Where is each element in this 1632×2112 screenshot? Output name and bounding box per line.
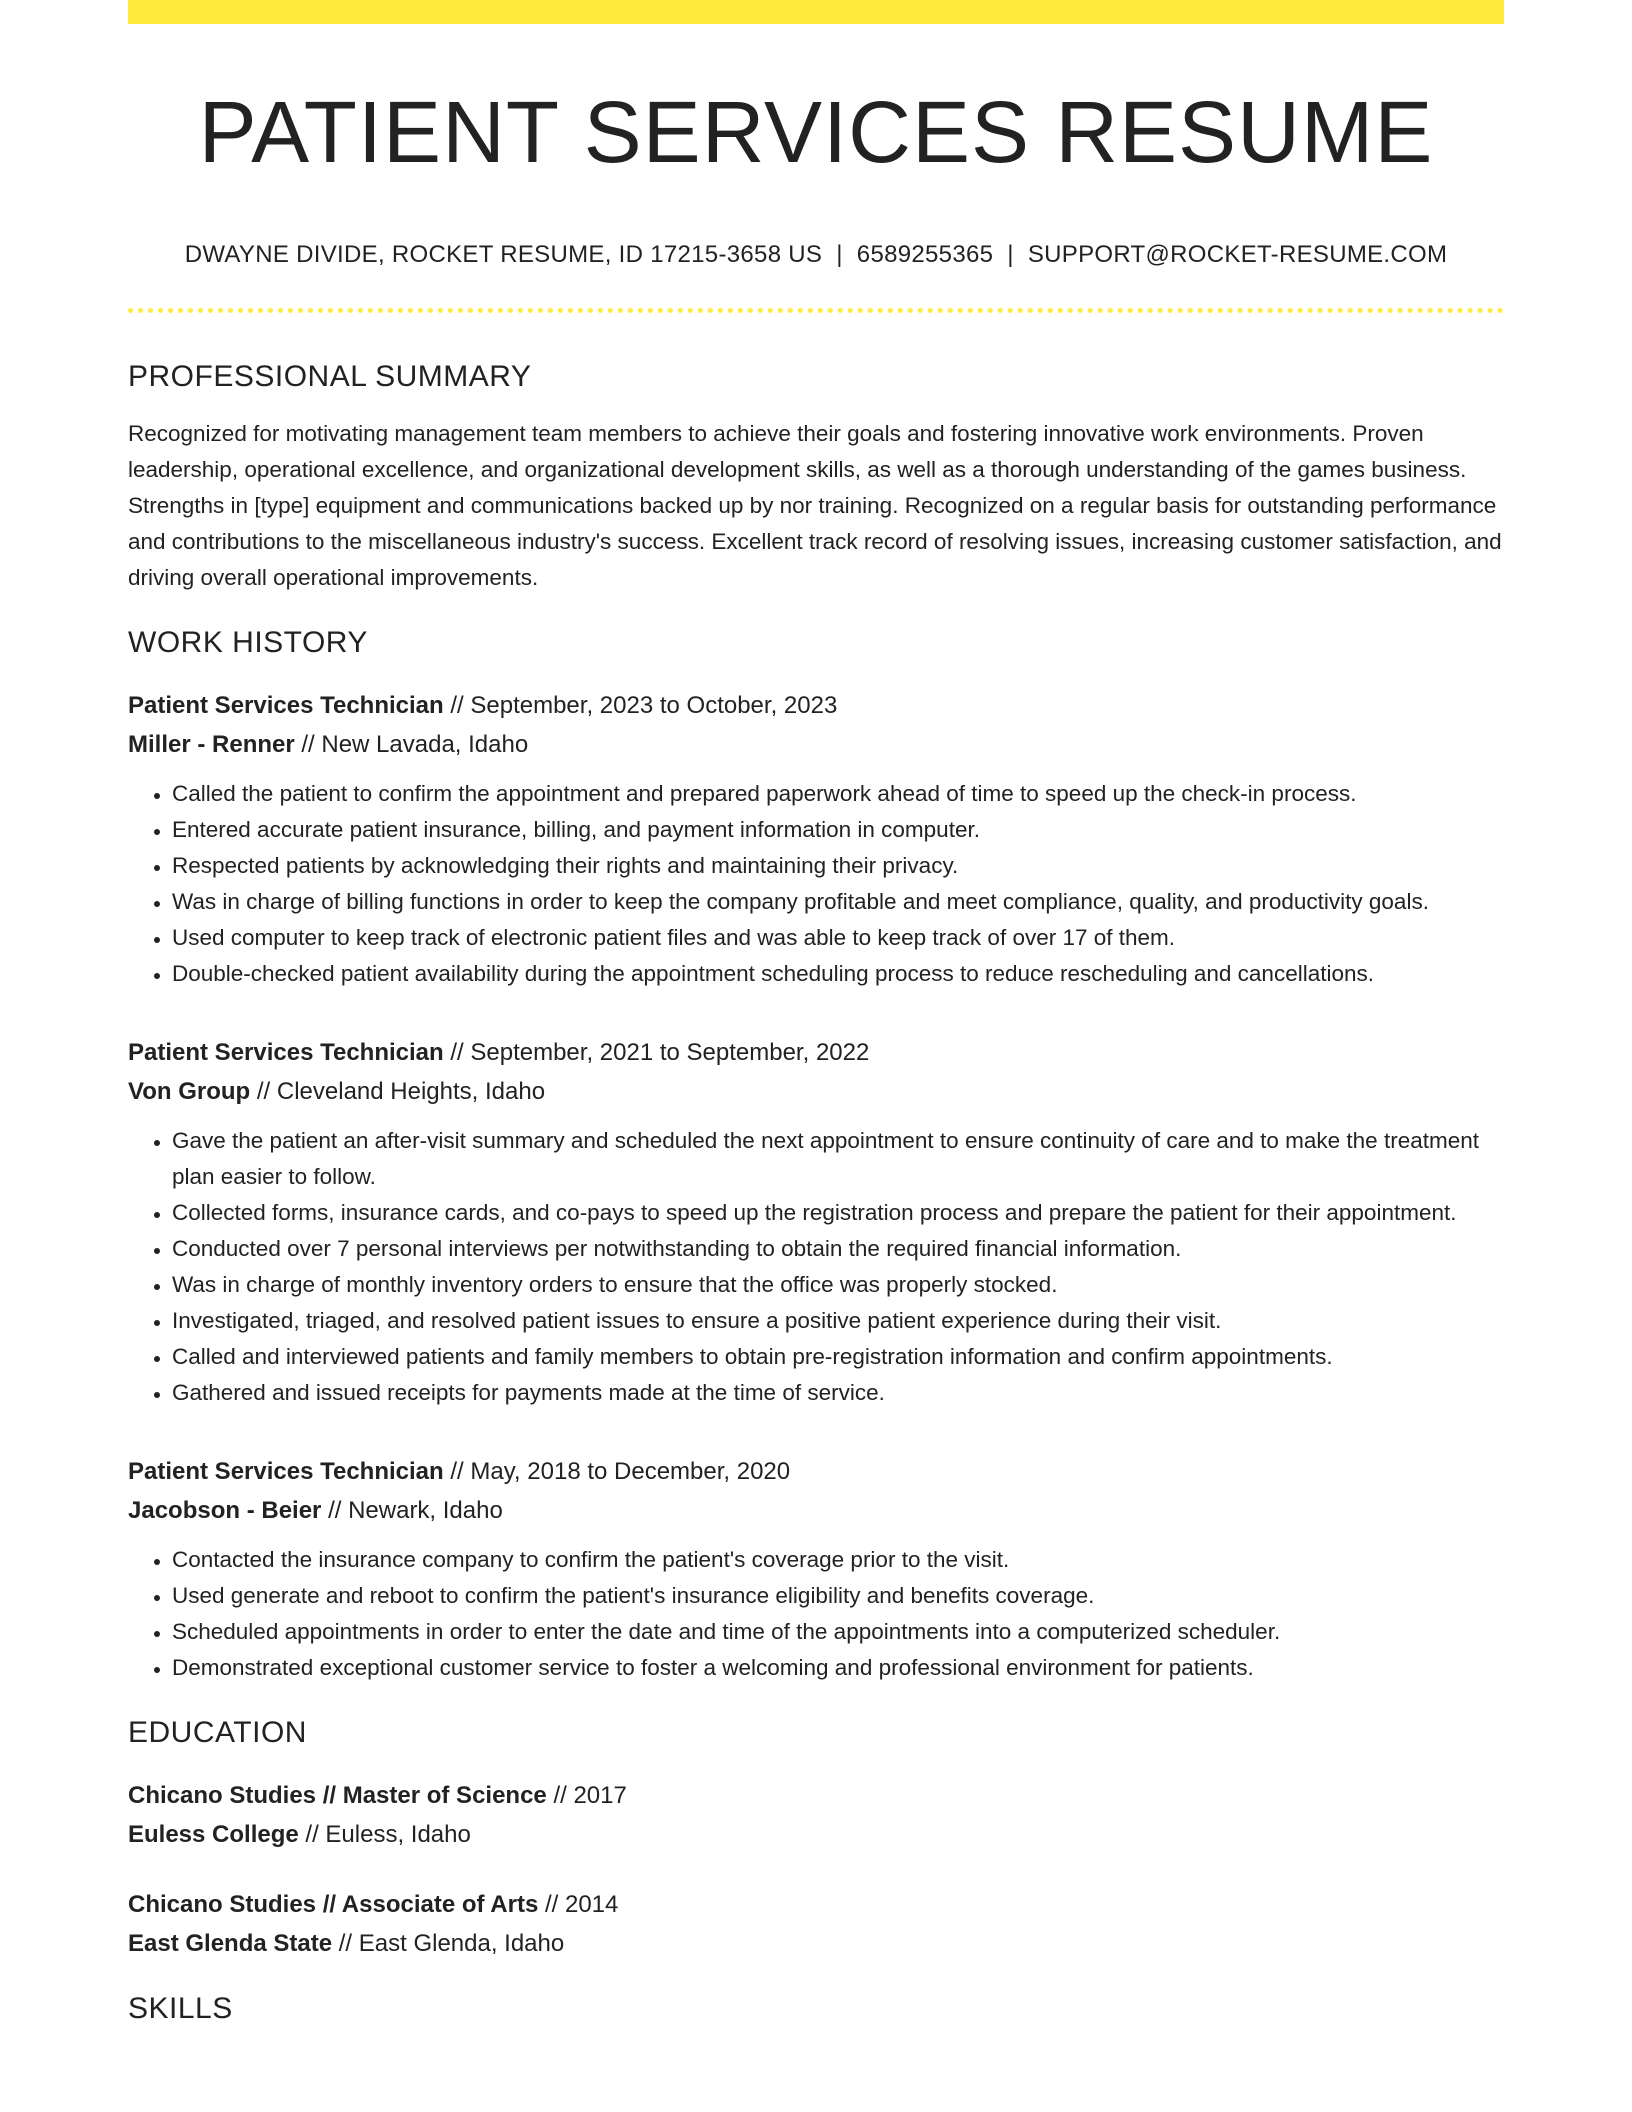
job-dates: // September, 2021 to September, 2022 [443, 1039, 870, 1067]
skills-heading: SKILLS [128, 1992, 233, 2026]
job-bullet: • Collected forms, insurance cards, and co-pays to speed up the registration process and prepare the patient for their appointment. [172, 1195, 1504, 1231]
job-entry [128, 1033, 1504, 1411]
job-company: Jacobson - Beier [128, 1497, 322, 1525]
education-school-line [128, 1815, 1504, 1854]
job-bullet: • Conducted over 7 personal interviews per notwithstanding to obtain the required financial information. [172, 1231, 1504, 1267]
job-bullet: • Was in charge of billing functions in order to keep the company profitable and meet compliance, quality, and productivity goals. [172, 884, 1504, 920]
dotted-divider [128, 308, 1504, 313]
job-bullet: • Demonstrated exceptional customer service to foster a welcoming and professional environment for patients. [172, 1650, 1504, 1686]
resume-title: PATIENT SERVICES RESUME [198, 84, 1434, 181]
top-accent-bar [128, 0, 1504, 24]
job-bullet: • Was in charge of monthly inventory orders to ensure that the office was properly stocked. [172, 1267, 1504, 1303]
education-degree: Chicano Studies // Master of Science [128, 1782, 547, 1810]
job-bullet-list [128, 1542, 1504, 1686]
summary-text: Recognized for motivating management team members to achieve their goals and fostering innovative work environments. Proven leadership, operational excellence, and organizational development skills, as well as a thorough understanding of the games business. Strengths in [type] equipment and communications backed up by nor training. Recognized on a regular basis for outstanding performance and contributions to the miscellaneous industry's success. Excellent track record of resolving issues, increasing customer satisfaction, and driving overall operational improvements. [128, 421, 1502, 591]
contact-email: SUPPORT@ROCKET-RESUME.COM [1027, 241, 1448, 269]
education-degree: Chicano Studies // Associate of Arts [128, 1891, 539, 1919]
education-heading: EDUCATION [128, 1716, 307, 1750]
work-history-heading: WORK HISTORY [128, 626, 368, 660]
job-title: Patient Services Technician [128, 1458, 444, 1486]
job-dates: // May, 2018 to December, 2020 [443, 1458, 791, 1486]
job-company-line [128, 1072, 1504, 1111]
job-bullet: • Called the patient to confirm the appointment and prepared paperwork ahead of time to speed up the check-in process. [172, 776, 1504, 812]
job-company-line [128, 725, 1504, 764]
education-school: Euless College [128, 1821, 299, 1849]
job-bullet-list [128, 1123, 1504, 1411]
education-degree-line [128, 1776, 1504, 1815]
job-location: // New Lavada, Idaho [294, 731, 529, 759]
contact-phone: 6589255365 [856, 241, 994, 269]
contact-address: DWAYNE DIVIDE, ROCKET RESUME, ID 17215-3658 US [184, 241, 823, 269]
education-year: // 2017 [546, 1782, 627, 1810]
job-bullet: • Called and interviewed patients and family members to obtain pre-registration information and confirm appointments. [172, 1339, 1504, 1375]
job-bullet: • Double-checked patient availability during the appointment scheduling process to reduce rescheduling and cancellations. [172, 956, 1504, 992]
job-bullet: • Used computer to keep track of electronic patient files and was able to keep track of over 17 of them. [172, 920, 1504, 956]
job-bullet: • Respected patients by acknowledging their rights and maintaining their privacy. [172, 848, 1504, 884]
job-bullet: • Gathered and issued receipts for payments made at the time of service. [172, 1375, 1504, 1411]
job-bullet: • Scheduled appointments in order to enter the date and time of the appointments into a computerized scheduler. [172, 1614, 1504, 1650]
job-title: Patient Services Technician [128, 1039, 444, 1067]
job-company: Von Group [128, 1078, 251, 1106]
job-dates: // September, 2023 to October, 2023 [443, 692, 838, 720]
summary-heading: PROFESSIONAL SUMMARY [128, 360, 532, 394]
education-entry [128, 1885, 1504, 1963]
job-title-line [128, 686, 1504, 725]
job-bullet-list [128, 776, 1504, 992]
job-company-line [128, 1491, 1504, 1530]
education-degree-line [128, 1885, 1504, 1924]
resume-page [128, 0, 1504, 2027]
job-bullet: • Investigated, triaged, and resolved patient issues to ensure a positive patient experience during their visit. [172, 1303, 1504, 1339]
job-title-line [128, 1033, 1504, 1072]
job-entry [128, 1452, 1504, 1686]
job-title: Patient Services Technician [128, 692, 444, 720]
job-entry [128, 686, 1504, 992]
job-location: // Newark, Idaho [321, 1497, 503, 1525]
education-school: East Glenda State [128, 1930, 333, 1958]
job-company: Miller - Renner [128, 731, 295, 759]
contact-separator: | [836, 241, 843, 269]
job-location: // Cleveland Heights, Idaho [250, 1078, 546, 1106]
education-location: // East Glenda, Idaho [332, 1930, 565, 1958]
education-location: // Euless, Idaho [298, 1821, 471, 1849]
job-bullet: • Gave the patient an after-visit summary and scheduled the next appointment to ensure continuity of care and to make the treatment plan easier to follow. [172, 1123, 1504, 1195]
contact-separator: | [1007, 241, 1014, 269]
contact-line [128, 241, 1504, 269]
job-title-line [128, 1452, 1504, 1491]
education-year: // 2014 [538, 1891, 619, 1919]
job-bullet: • Used generate and reboot to confirm the patient's insurance eligibility and benefits coverage. [172, 1578, 1504, 1614]
education-entry [128, 1776, 1504, 1854]
job-bullet: • Contacted the insurance company to confirm the patient's coverage prior to the visit. [172, 1542, 1504, 1578]
job-bullet: • Entered accurate patient insurance, billing, and payment information in computer. [172, 812, 1504, 848]
education-school-line [128, 1924, 1504, 1963]
